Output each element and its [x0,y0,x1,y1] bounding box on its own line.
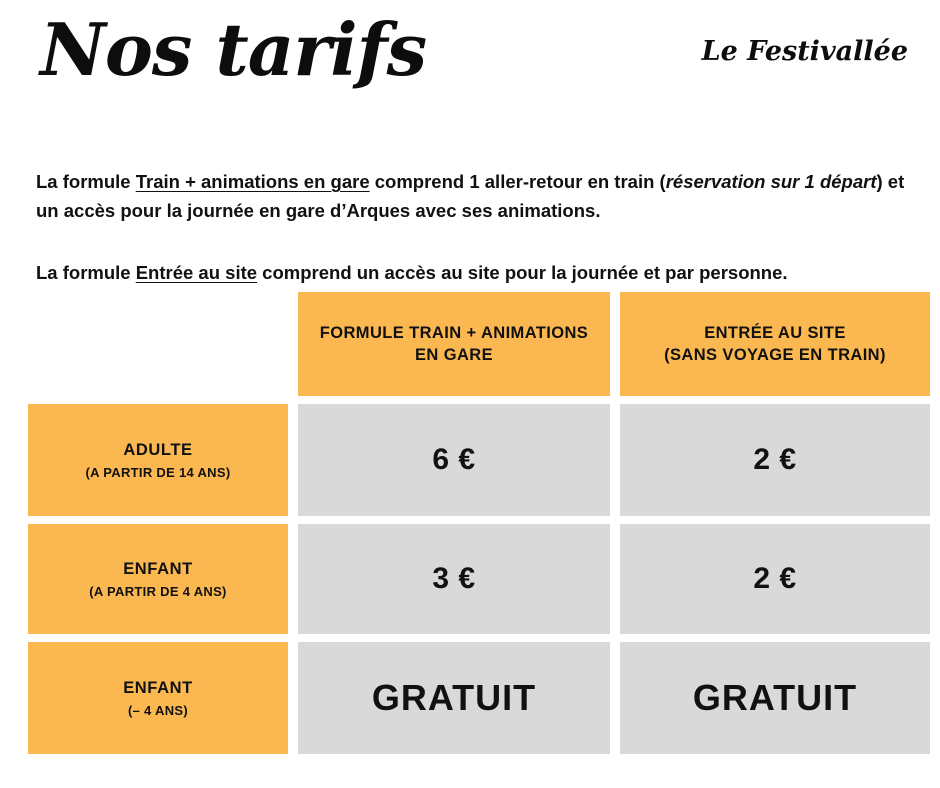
column-header-entree-site [620,292,930,396]
row-header-adulte [28,404,288,516]
column-header-entree-site-line2: (SANS VOYAGE EN TRAIN) [664,346,886,364]
intro-p2-underlined: Entrée au site [135,262,258,284]
page-title: Nos tarifs [40,7,427,92]
row-header-enfant-moins-4ans-label: ENFANT [123,678,193,697]
price-enfant-moins-4ans-train: GRATUIT [298,642,610,754]
intro-paragraph-2 [36,259,914,288]
page-header [0,0,940,120]
price-adulte-train: 6 € [298,404,610,516]
intro-p1-part-c: ) et un accès pour la journée en gare d’Arques avec ses animations. [36,171,905,221]
price-enfant-moins-4ans-site: GRATUIT [620,642,930,754]
row-header-enfant-4ans-label: ENFANT [123,559,193,578]
intro-p1-part-b: comprend 1 aller-retour en train ( [369,171,666,192]
price-enfant-4ans-site: 2 € [620,524,930,634]
price-enfant-4ans-train: 3 € [298,524,610,634]
intro-text-block [36,168,914,288]
intro-p1-italic: réservation sur 1 départ [665,171,877,192]
row-header-adulte-sub: (A PARTIR DE 14 ANS) [85,464,231,480]
column-header-formule-train [298,292,610,396]
intro-p2-part-b: comprend un accès au site pour la journée et par personne. [257,262,788,284]
row-header-adulte-label: ADULTE [123,440,193,459]
brand-logo-text: Le Festivallée [701,36,908,67]
intro-paragraph-1 [36,168,914,225]
intro-p1-part-a: La formule [36,171,136,192]
pricing-table [28,292,910,754]
intro-p2-part-a: La formule [36,262,136,284]
column-header-formule-train-line2: EN GARE [415,346,493,364]
row-header-enfant-moins-4ans-sub: (– 4 ANS) [127,702,188,718]
column-header-formule-train-line1: FORMULE TRAIN + ANIMATIONS [319,323,589,342]
table-corner-cell [28,292,288,396]
column-header-entree-site-line1: ENTRÉE AU SITE [704,323,846,342]
intro-p1-underlined: Train + animations en gare [135,171,370,192]
row-header-enfant-4ans [28,524,288,634]
row-header-enfant-4ans-sub: (A PARTIR DE 4 ANS) [89,583,227,599]
row-header-enfant-moins-4ans [28,642,288,754]
price-adulte-site: 2 € [620,404,930,516]
